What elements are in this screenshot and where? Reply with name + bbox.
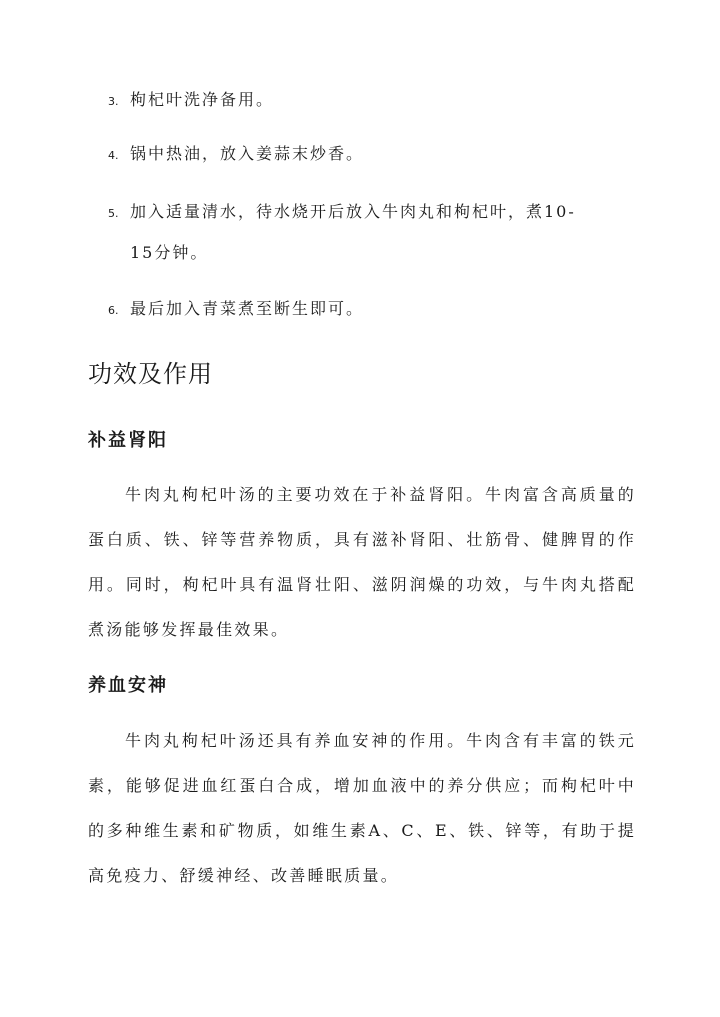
step-3 — [108, 74, 628, 128]
step-number: 4. — [108, 149, 119, 162]
step-5 — [108, 186, 628, 240]
subsection-paragraph: 牛肉丸枸杞叶汤还具有养血安神的作用。牛肉含有丰富的铁元素，能够促进血红蛋白合成，增加血液中的养分供应；而枸杞叶中的多种维生素和矿物质，如维生素A、C、E、铁、锌等，有助于提高免疫力、舒缓神经、改善睡眠质量。 — [88, 731, 636, 885]
step-text: 最后加入青菜煮至断生即可。 — [130, 299, 365, 318]
subsection-paragraph: 牛肉丸枸杞叶汤的主要功效在于补益肾阳。牛肉富含高质量的蛋白质、铁、锌等营养物质，具有滋补肾阳、壮筋骨、健脾胃的作用。同时，枸杞叶具有温肾壮阳、滋阴润燥的功效，与牛肉丸搭配煮汤能够发挥最佳效果。 — [88, 485, 636, 639]
step-5-continuation — [130, 233, 610, 273]
step-text: 枸杞叶洗净备用。 — [130, 90, 275, 109]
step-number: 5. — [108, 207, 119, 220]
step-4 — [108, 128, 628, 182]
step-text-line-1: 加入适量清水，待水烧开后放入牛肉丸和枸杞叶，煮10- — [130, 202, 576, 221]
section-heading: 功效及作用 — [88, 360, 213, 388]
subsection-heading: 补益肾阳 — [88, 430, 168, 451]
step-number: 6. — [108, 304, 119, 317]
step-text-line-2: 15分钟。 — [130, 243, 209, 262]
step-6 — [108, 283, 628, 337]
step-number: 3. — [108, 95, 119, 108]
subsection-heading: 养血安神 — [88, 675, 168, 696]
step-text: 锅中热油，放入姜蒜末炒香。 — [130, 144, 365, 163]
